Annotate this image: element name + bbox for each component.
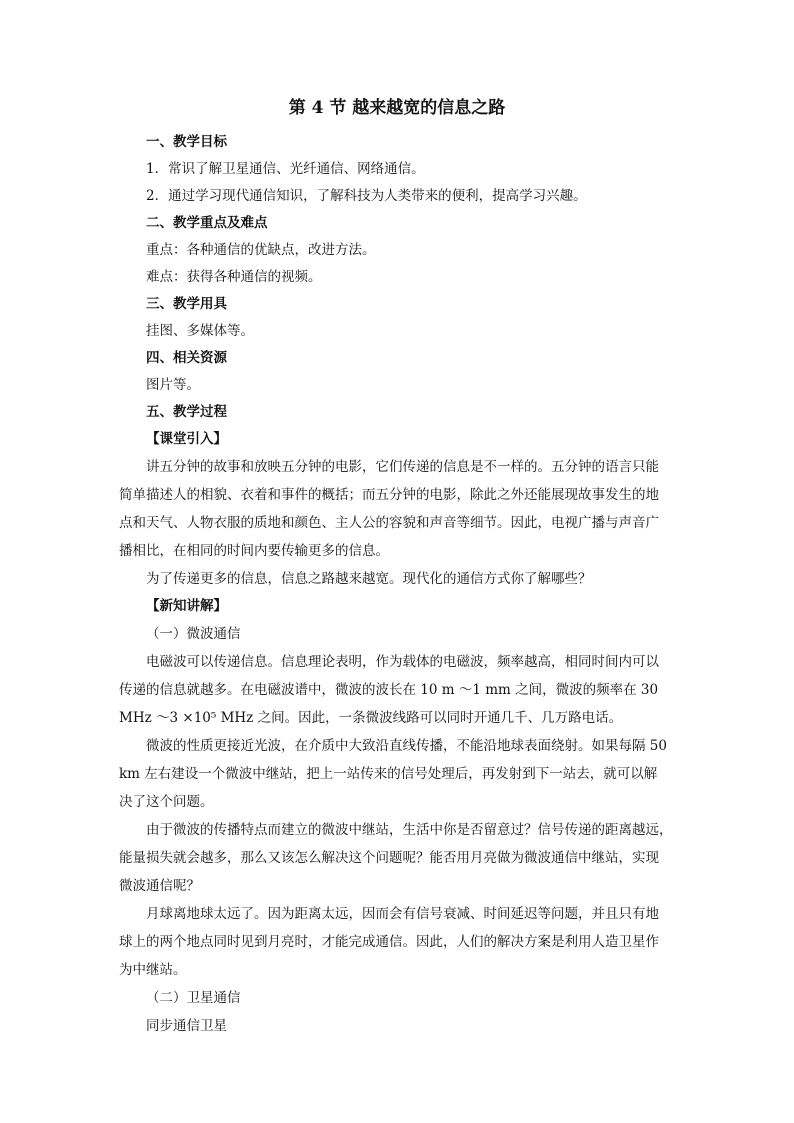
paragraph-line: 球上的两个地点同时见到月亮时，才能完成通信。因此，人们的解决方案是利用人造卫星作: [119, 934, 659, 950]
paragraph-line: 微波通信呢？: [119, 878, 200, 894]
paragraph-line: 为了传递更多的信息，信息之路越来越宽。现代化的通信方式你了解哪些？: [146, 571, 592, 587]
paragraph-line: 能量损失就会越多，那么又该怎么解决这个问题呢？能否用月亮做为微波通信中继站，实现: [119, 850, 659, 866]
paragraph-line: 由于微波的传播特点而建立的微波中继站，生活中你是否留意过？信号传递的距离越远，: [146, 822, 673, 838]
paragraph-line: 简单描述人的相貌、衣着和事件的概括；而五分钟的电影，除此之外还能展现故事发生的地: [119, 487, 659, 503]
paragraph-line: km 左右建设一个微波中继站，把上一站传来的信号处理后，再发射到下一站去，就可以解: [119, 766, 658, 782]
section-heading-key-points: 二、教学重点及难点: [146, 215, 268, 231]
goal-item-1: 1．常识了解卫星通信、光纤通信、网络通信。: [146, 161, 425, 177]
subheading-microwave: （一）微波通信: [146, 626, 241, 642]
goal-item-2: 2．通过学习现代通信知识，了解科技为人类带来的便利，提高学习兴趣。: [146, 188, 587, 204]
paragraph-line: 同步通信卫星: [146, 1018, 227, 1034]
subheading-new-knowledge: 【新知讲解】: [146, 598, 227, 614]
paragraph-line: 电磁波可以传递信息。信息理论表明，作为载体的电磁波，频率越高，相同时间内可以: [146, 654, 659, 670]
subheading-intro: 【课堂引入】: [146, 431, 227, 447]
paragraph-line: 传递的信息就越多。在电磁波谱中，微波的波长在 10 m ～1 mm 之间，微波的频率在 30: [119, 682, 659, 698]
key-point-text: 重点：各种通信的优缺点，改进方法。: [146, 242, 376, 258]
paragraph-line: 讲五分钟的故事和放映五分钟的电影，它们传递的信息是不一样的。五分钟的语言只能: [146, 459, 659, 475]
difficult-point-text: 难点：获得各种通信的视频。: [146, 269, 322, 285]
section-heading-tools: 三、教学用具: [146, 296, 227, 312]
paragraph-line: MHz ～3 ×10⁵ MHz 之间。因此，一条微波线路可以同时开通几千、几万路电话。: [119, 710, 623, 726]
paragraph-line: 月球离地球太远了。因为距离太远，因而会有信号衰减、时间延迟等问题，并且只有地: [146, 906, 659, 922]
section-heading-goals: 一、教学目标: [146, 134, 227, 150]
section-heading-process: 五、教学过程: [146, 404, 227, 420]
paragraph-line: 为中继站。: [119, 962, 187, 978]
resources-text: 图片等。: [146, 377, 200, 393]
tools-text: 挂图、多媒体等。: [146, 323, 254, 339]
subheading-satellite: （二）卫星通信: [146, 990, 241, 1006]
paragraph-line: 播相比，在相同的时间内要传输更多的信息。: [119, 543, 389, 559]
paragraph-line: 决了这个问题。: [119, 794, 214, 810]
section-heading-resources: 四、相关资源: [146, 350, 227, 366]
paragraph-line: 点和天气、人物衣服的质地和颜色、主人公的容貌和声音等细节。因此，电视广播与声音广: [119, 515, 659, 531]
page-title: 第 4 节 越来越宽的信息之路: [288, 98, 506, 118]
paragraph-line: 微波的性质更接近光波，在介质中大致沿直线传播，不能沿地球表面绕射。如果每隔 50: [146, 738, 667, 754]
